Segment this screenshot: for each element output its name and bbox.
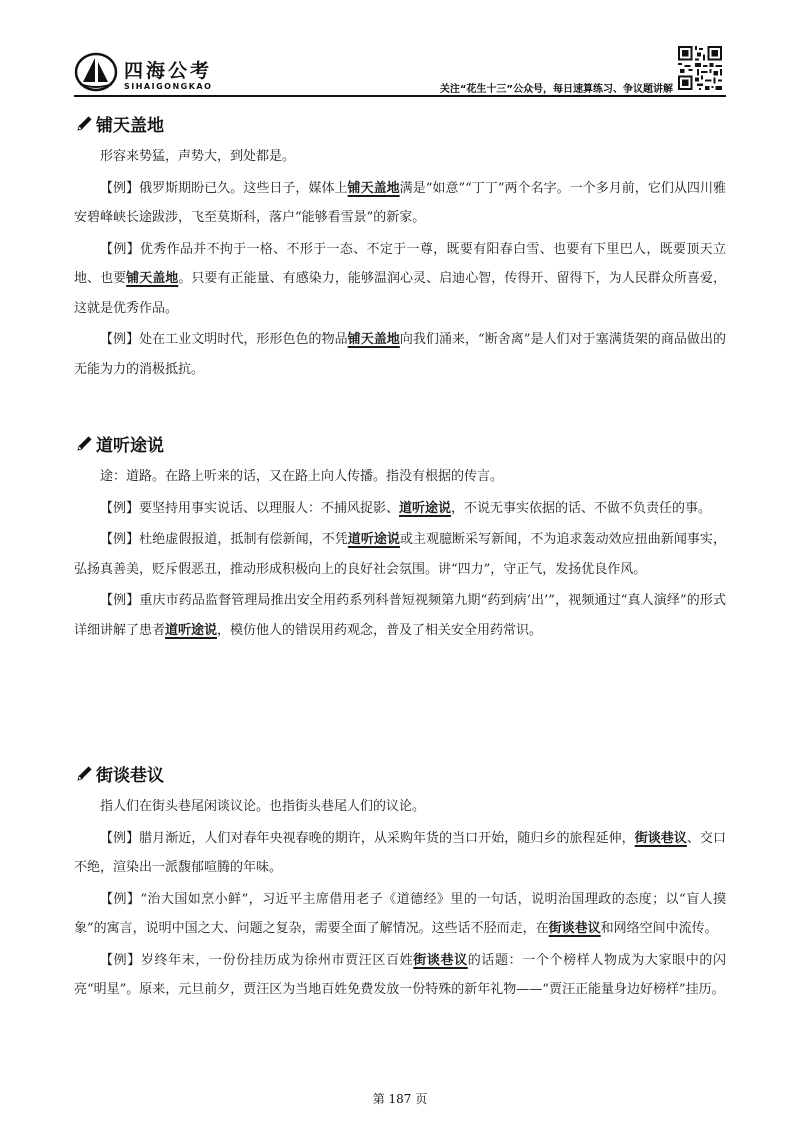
idiom-keyword: 铺天盖地 <box>347 332 400 347</box>
example-text: 【例】俄罗斯期盼已久。这些日子，媒体上 <box>100 180 348 196</box>
idiom-title-text: 道听途说 <box>96 435 164 456</box>
example-text: 。只要有正能量、有感染力，能够温润心灵、启迪心智，传得开、留得下，为人民群众所喜爱，这就是优秀作品。 <box>74 271 726 316</box>
example-text: 【例】处在工业文明时代，形形色色的物品 <box>100 332 348 347</box>
example-paragraph <box>74 494 726 524</box>
example-paragraph <box>74 525 726 584</box>
example-text: 【例】岁终年末，一份份挂历成为徐州市贾汪区百姓 <box>100 952 414 968</box>
idiom-section <box>74 428 726 645</box>
example-paragraph <box>74 174 726 233</box>
example-text: 、交口不绝，渲染出一派馥郁喧腾的年味。 <box>74 830 726 875</box>
header-divider <box>74 95 726 97</box>
idiom-title-text: 铺天盖地 <box>96 115 164 136</box>
idiom-keyword: 道听途说 <box>399 500 452 516</box>
idiom-keyword: 街谈巷议 <box>634 830 687 846</box>
example-text: 【例】重庆市药品监督管理局推出安全用药系列科普短视频第九期“药到病‘出’”，视频通过“真人演绎”的形式详细讲解了患者 <box>74 593 726 638</box>
idiom-definition: 途：道路。在路上听来的话，又在路上向人传播。指没有根据的传言。 <box>100 469 504 484</box>
idiom-title <box>74 758 726 788</box>
idiom-keyword: 街谈巷议 <box>548 921 601 936</box>
example-text: ，不说无事实依据的话、不做不负责任的事。 <box>451 500 712 516</box>
idiom-title <box>74 108 726 138</box>
brand-name-english: SIHAIGONGKAO <box>124 82 213 91</box>
pencil-icon <box>76 764 94 782</box>
example-text: 【例】“治大国如烹小鲜”，习近平主席借用老子《道德经》里的一句话，说明治国理政的态度；以“盲人摸象”的寓言，说明中国之大、问题之复杂，需要全面了解情况。这些话不胫而走，在 <box>74 891 726 936</box>
idiom-keyword: 铺天盖地 <box>126 271 179 286</box>
idiom-keyword: 道听途说 <box>165 622 218 638</box>
example-text: 【例】要坚持用事实说话、以理服人：不捕风捉影、 <box>100 500 400 516</box>
header-slogan: 关注“花生十三”公众号，每日速算练习、争议题讲解 <box>439 84 673 95</box>
idiom-keyword: 街谈巷议 <box>413 952 468 968</box>
page-number: 第 187 页 <box>372 1092 428 1106</box>
page-header <box>0 0 800 104</box>
example-text: 向我们涌来，“断舍离”是人们对于塞满货架的商品做出的无能为力的消极抵抗。 <box>74 332 726 377</box>
example-text: 或主观臆断采写新闻，不为追求轰动效应扭曲新闻事实，弘扬真善美，贬斥假恶丑，推动形成积极向上的良好社会氛围。讲“四力”，守正气，发扬优良作风。 <box>74 532 726 577</box>
brand-name: 四海公考 <box>124 60 213 82</box>
idiom-section <box>74 108 726 384</box>
idiom-definition: 形容来势猛，声势大，到处都是。 <box>100 149 296 164</box>
example-paragraph <box>74 235 726 324</box>
qr-code-icon <box>678 46 722 90</box>
example-text: 和网络空间中流传。 <box>600 921 718 936</box>
idiom-keyword: 道听途说 <box>347 532 400 547</box>
idiom-title-text: 街谈巷议 <box>96 765 164 786</box>
example-paragraph <box>74 824 726 883</box>
example-text: ，模仿他人的错误用药观念，普及了相关安全用药常识。 <box>217 622 543 638</box>
pencil-icon <box>76 434 94 452</box>
idiom-definition: 指人们在街头巷尾闲谈议论。也指街头巷尾人们的议论。 <box>100 799 426 814</box>
example-text: 的话题：一个个榜样人物成为大家眼中的闪亮“明星”。原来，元旦前夕，贾汪区为当地百姓免费发放一份特殊的新年礼物——“贾汪正能量身边好榜样”挂历。 <box>74 952 726 997</box>
idiom-keyword: 铺天盖地 <box>347 180 400 196</box>
example-text: 满是“如意”“丁丁”两个名字。一个多月前，它们从四川雅安碧峰峡长途跋涉，飞至莫斯科，落户“能够看雪景”的新家。 <box>74 180 726 225</box>
idiom-title <box>74 428 726 458</box>
example-text: 【例】腊月渐近，人们对春年央视春晚的期许，从采购年货的当口开始，随归乡的旅程延伸， <box>100 830 635 846</box>
idiom-section <box>74 758 726 1005</box>
example-paragraph <box>74 885 726 944</box>
pencil-icon <box>76 114 94 132</box>
example-paragraph <box>74 946 726 1005</box>
example-text: 【例】杜绝虚假报道，抵制有偿新闻，不凭 <box>100 532 348 547</box>
example-paragraph <box>74 325 726 384</box>
example-paragraph <box>74 586 726 645</box>
example-text: 【例】优秀作品并不拘于一格、不形于一态、不定于一尊，既要有阳春白雪、也要有下里巴人，既要顶天立地、也要 <box>74 241 726 286</box>
sailboat-logo-icon <box>74 52 118 92</box>
